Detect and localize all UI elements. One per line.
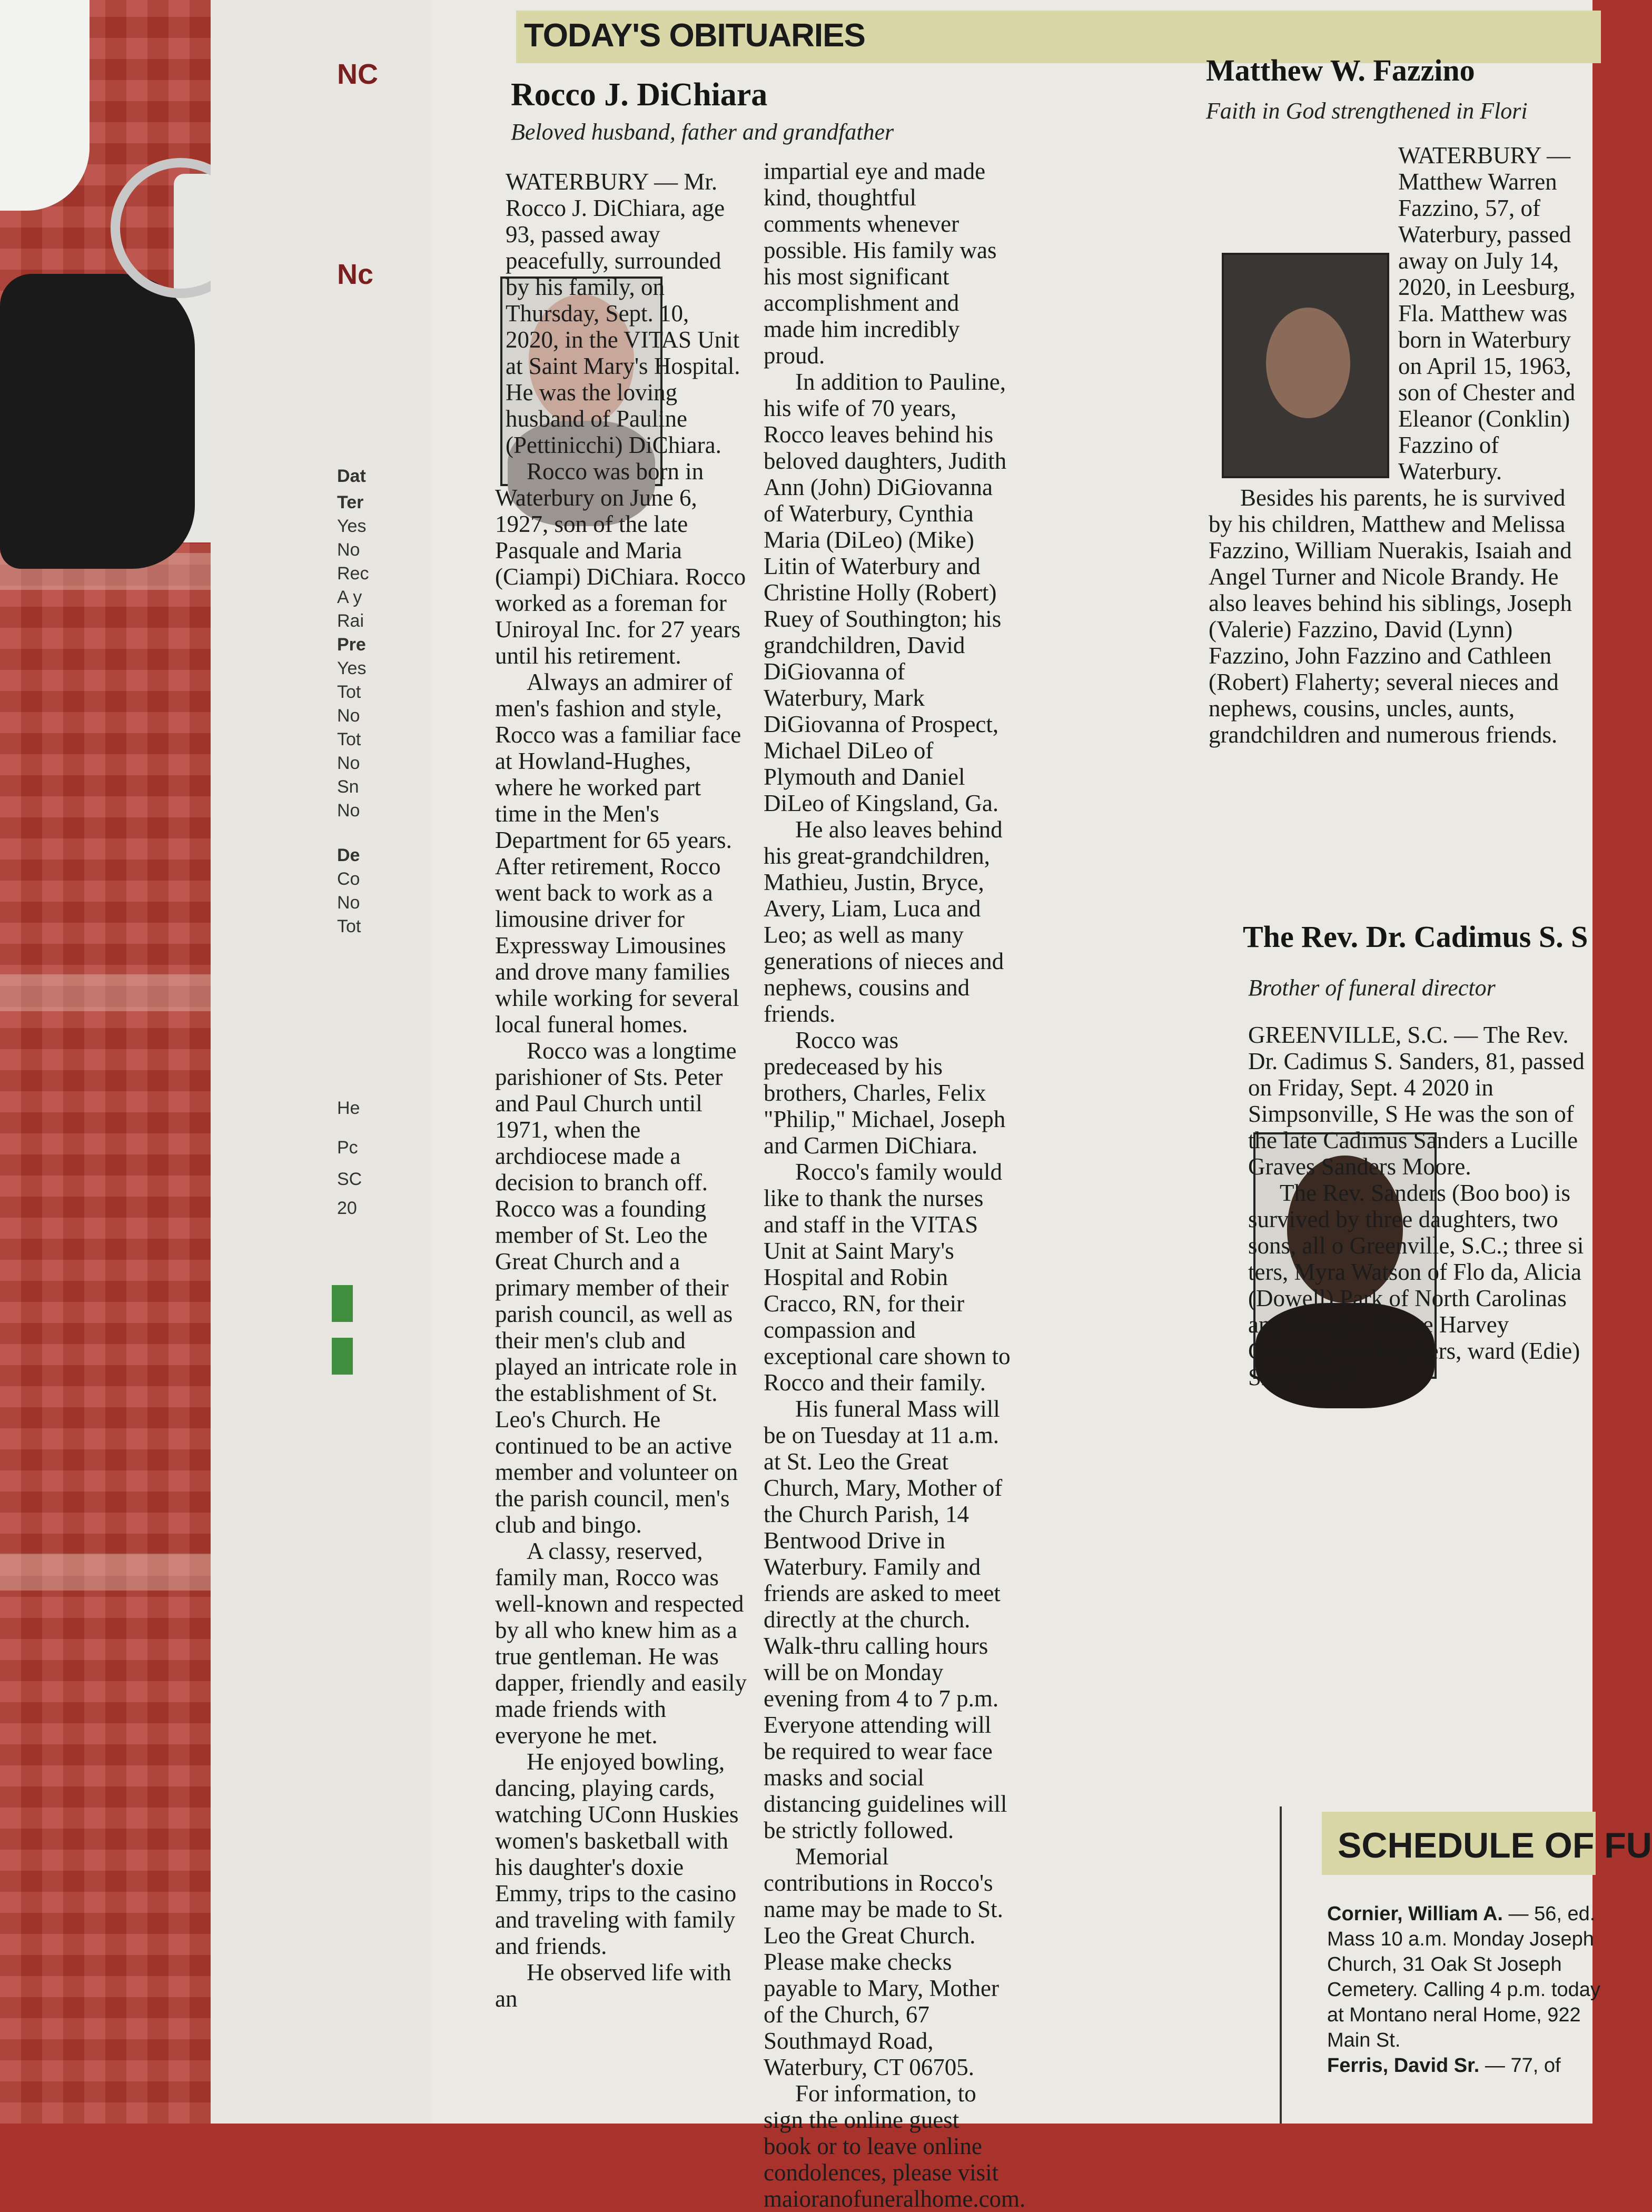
under-item: No (337, 540, 360, 560)
schedule-entry-text: — 77, of (1479, 2055, 1561, 2077)
section-header: TODAY'S OBITUARIES (524, 17, 865, 54)
under-green-bar (332, 1338, 353, 1375)
under-item: Tot (337, 729, 361, 749)
under-item: Yes (337, 658, 367, 678)
under-item: Ter (337, 492, 364, 512)
under-item: Pre (337, 635, 366, 655)
obituary-paragraph: Rocco was predeceased by his brothers, Charles, Felix "Philip," Michael, Joseph and Carmen DiChiara. (764, 1027, 1006, 1159)
obituary-paragraph: His funeral Mass will be on Tuesday at 11 a.m. at St. Leo the Great Church, Mary, Mother of the Church Parish, 14 Bentwood Drive in Waterbury. Family and friends are asked to meet directly at the church. Walk-thru calling hours will be on Monday evening from 4 to 7 p.m. Everyone attending will be required to wear face masks and social distancing guidelines will be strictly followed. (764, 1396, 1007, 1843)
under-item: Rai (337, 611, 364, 631)
under-item: Dat (337, 466, 366, 486)
schedule-entry-name: Ferris, David Sr. (1327, 2055, 1480, 2077)
under-item: A y (337, 587, 362, 607)
obituary-subhead: Beloved husband, father and grandfather (511, 119, 894, 145)
obituary-paragraph: WATERBURY — Mr. Rocco J. DiChiara, age 93, passed away peacefully, surrounded by his family, on Thursday, Sept. 10, 2020, in the VITAS Unit at Saint Mary's Hospital. He was the loving husband of Pauline (Pettinicchi) DiChiara. (506, 169, 740, 458)
obituary-name: Matthew W. Fazzino (1206, 53, 1475, 87)
under-item: 20 (337, 1198, 357, 1218)
obituary-paragraph: WATERBURY — Matthew Warren Fazzino, 57, of Waterbury, passed away on July 14, 2020, in Leesburg, Fla. Matthew was born in Waterbury on April 15, 1963, son of Chester and Eleanor (Conklin) Fazzino of Waterbury. (1398, 142, 1576, 485)
obituary-paragraph: He enjoyed bowling, dancing, playing cards, watching UConn Huskies women's basketball with his daughter's doxie Emmy, trips to the casino and traveling with family and friends. (495, 1749, 739, 1959)
obituary-paragraph: Memorial contributions in Rocco's name may be made to St. Leo the Great Church. Please make checks payable to Mary, Mother of the Church, 67 Southmayd Road, Waterbury, CT 06705. (764, 1843, 1003, 2080)
obituary-paragraph: He also leaves behind his great-grandchildren, Mathieu, Justin, Bryce, Avery, Liam, Luca and Leo; as well as many generations of nieces and nephews, cousins and friends. (764, 816, 1004, 1027)
under-item: Sn (337, 777, 359, 797)
white-cup (0, 0, 90, 211)
column-rule (1280, 1806, 1282, 2124)
obituary-name: The Rev. Dr. Cadimus S. S (1243, 920, 1588, 954)
under-item: No (337, 801, 360, 821)
under-item: De (337, 845, 360, 865)
schedule-entry-name: Cornier, William A. (1327, 1903, 1503, 1925)
under-item: He (337, 1098, 360, 1118)
under-item: No (337, 893, 360, 913)
under-item: Rec (337, 564, 369, 584)
under-item: SC (337, 1169, 362, 1189)
obituary-paragraph: For information, to sign the online guest book or to leave online condolences, please visit maioranofuneralhome.com. (764, 2080, 1026, 2212)
obituary-paragraph: Rocco was born in Waterbury on June 6, 1927, son of the late Pasquale and Maria (Ciampi) DiChiara. Rocco worked as a foreman for Uniroyal Inc. for 27 years until his retirement. (495, 458, 746, 669)
obituary-paragraph: GREENVILLE, S.C. — The Rev. Dr. Cadimus S. Sanders, 81, passed on Friday, Sept. 4 2020 in Simpsonville, S He was the son of the late Cadimus Sanders a Lucille Graves Sanders Moore. (1248, 1022, 1585, 1180)
under-item: Pc (337, 1138, 358, 1158)
obituary-paragraph: Always an admirer of men's fashion and style, Rocco was a familiar face at Howland-Hughes, where he worked part time in the Men's Department for 65 years. After retirement, Rocco went back to work as a limousine driver for Expressway Limousines and drove many families while working for several local funeral homes. (495, 669, 741, 1038)
under-item: No (337, 706, 360, 726)
obituary-subhead: Faith in God strengthened in Flori (1206, 98, 1528, 124)
under-item: Co (337, 869, 360, 889)
car-key-fob (0, 274, 195, 569)
obituary-subhead: Brother of funeral director (1248, 975, 1496, 1001)
underlying-page (211, 0, 442, 2124)
obituary-paragraph: Rocco's family would like to thank the nurses and staff in the VITAS Unit at Saint Mary's Hospital and Robin Cracco, RN, for their compassion and exceptional care shown to Rocco and their family. (764, 1159, 1011, 1396)
obituary-column-3 (1209, 142, 1588, 748)
obituary-column-1 (495, 169, 748, 2012)
under-item: Yes (337, 516, 367, 536)
obituary-column-4 (1248, 1022, 1596, 1390)
under-item: Tot (337, 916, 361, 936)
schedule-entry (1327, 1901, 1601, 2078)
obituary-name: Rocco J. DiChiara (511, 77, 768, 113)
obituary-column-2 (764, 158, 1026, 2212)
obituary-paragraph: Besides his parents, he is survived by his children, Matthew and Melissa Fazzino, William Nuerakis, Isaiah and Angel Turner and Nicole Brandy. He also leaves behind his siblings, Joseph (Valerie) Fazzino, David (Lynn) Fazzino, John Fazzino and Cathleen (Robert) Flaherty; several nieces and nephews, cousins, uncles, aunts, grandchildren and numerous friends. (1209, 485, 1572, 748)
obituary-paragraph: Rocco was a longtime parishioner of Sts. Peter and Paul Church until 1971, when the archdiocese made a decision to branch off. Rocco was a founding member of St. Leo the Great Church and a primary member of their parish council, as well as their men's club and played an intricate role in the establishment of St. Leo's Church. He continued to be an active member and volunteer on the parish council, men's club and bingo. (495, 1038, 738, 1538)
obituary-paragraph: He observed life with an (495, 1959, 731, 2012)
schedule-entry-text: — 56, ed. Mass 10 a.m. Monday Joseph Church, 31 Oak St Joseph Cemetery. Calling 4 p.m. today at Montano neral Home, 922 Main St. (1327, 1903, 1600, 2051)
schedule-title: SCHEDULE OF FU (1338, 1825, 1652, 1865)
under-heading: NC (337, 58, 378, 90)
obituary-paragraph: impartial eye and made kind, thoughtful comments whenever possible. His family was his most significant accomplishment and made him incredibly proud. (764, 158, 997, 369)
obituary-paragraph: The Rev. Sanders (Boo boo) is survived by three daughters, two sons, all o Greenville, S.C.; three si ters, Myra Watson of Flo da, Alicia (Dowell) Park of North Carolinas and Georgia Moore Harvey Georgia; two brothers, ward (Edie) Shamsid-D (1248, 1180, 1584, 1390)
under-green-bar (332, 1285, 353, 1322)
under-item: No (337, 753, 360, 773)
under-item: Tot (337, 682, 361, 702)
obituary-paragraph: A classy, reserved, family man, Rocco was well-known and respected by all who knew him as a true gentleman. He was dapper, friendly and easily made friends with everyone he met. (495, 1538, 747, 1749)
newspaper-page (432, 0, 1652, 2212)
under-heading: Nc (337, 259, 374, 290)
obituary-paragraph: In addition to Pauline, his wife of 70 years, Rocco leaves behind his beloved daughters, Judith Ann (John) DiGiovanna of Waterbury, Cynthia Maria (DiLeo) (Mike) Litin of Waterbury and Christine Holly (Robert) Ruey of Southington; his grandchildren, David DiGiovanna of Waterbury, Mark DiGiovanna of Prospect, Michael DiLeo of Plymouth and Daniel DiLeo of Kingsland, Ga. (764, 369, 1007, 816)
